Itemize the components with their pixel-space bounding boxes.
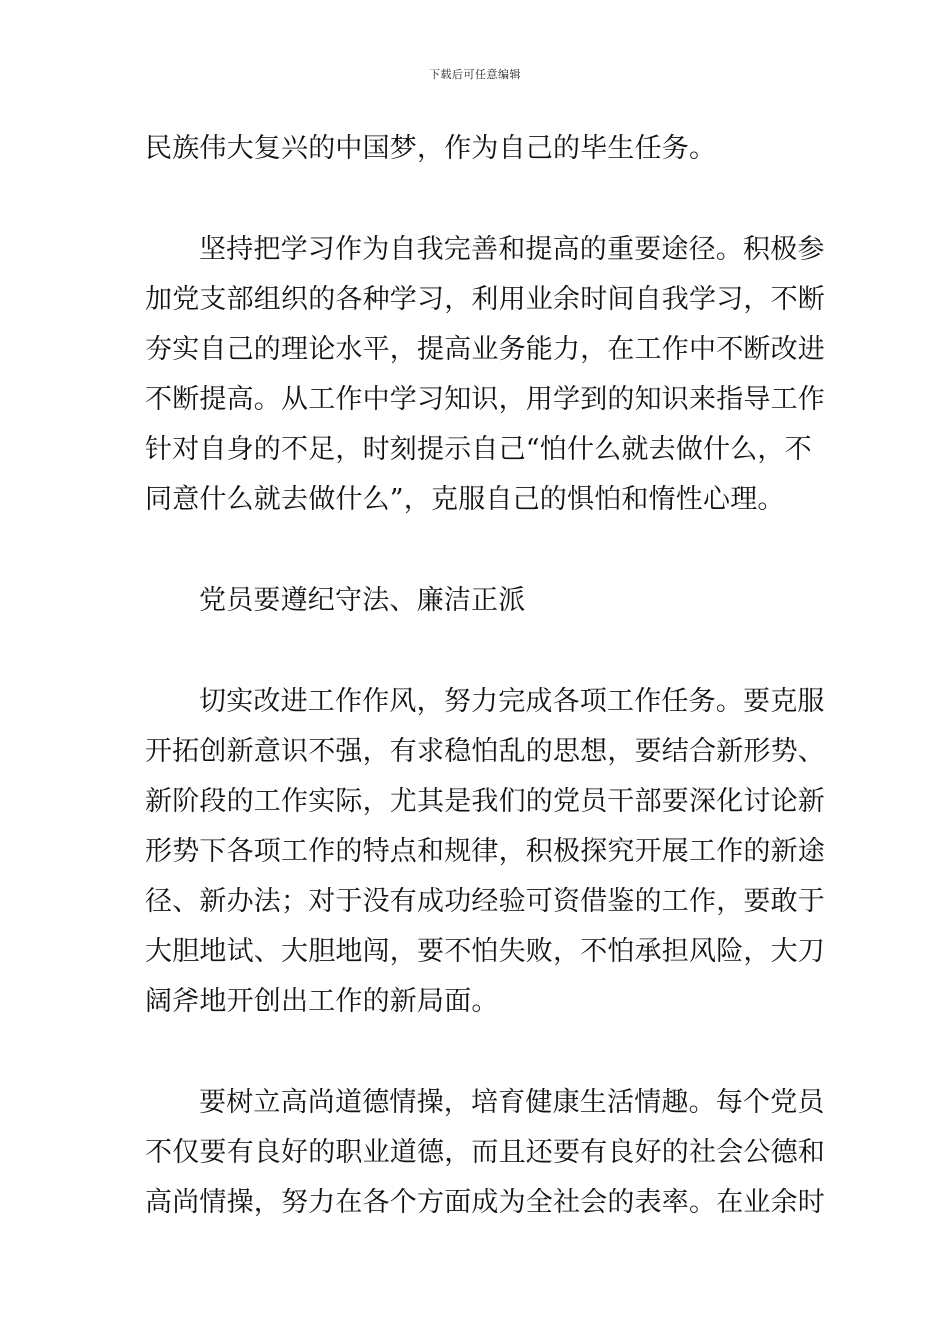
paragraph-work-style <box>145 677 825 1027</box>
paragraph-gap <box>145 1027 807 1078</box>
paragraph-line: 径、新办法；对于没有成功经验可资借鉴的工作，要敢于 <box>145 886 825 917</box>
paragraph-line: 加党支部组织的各种学习，利用业余时间自我学习，不断 <box>145 284 825 315</box>
paragraph-line: 大胆地试、大胆地闯，要不怕失败，不怕承担风险，大刀 <box>145 936 825 967</box>
paragraph-line: 夯实自己的理论水平，提高业务能力，在工作中不断改进 <box>145 334 825 365</box>
paragraph-line: 切实改进工作作风，努力完成各项工作任务。要克服 <box>199 686 825 717</box>
header-note: 下载后可任意编辑 <box>429 68 521 81</box>
paragraph-gap <box>145 626 807 677</box>
paragraph-line: 民族伟大复兴的中国梦，作为自己的毕生任务。 <box>145 133 717 164</box>
paragraph-continuation <box>145 124 807 174</box>
paragraph-line: 高尚情操，努力在各个方面成为全社会的表率。在业余时 <box>145 1187 825 1218</box>
paragraph-line: 要树立高尚道德情操，培育健康生活情趣。每个党员 <box>199 1087 825 1118</box>
paragraph-line: 不断提高。从工作中学习知识，用学到的知识来指导工作 <box>145 384 825 415</box>
paragraph-line: 形势下各项工作的特点和规律，积极探究开展工作的新途 <box>145 836 825 867</box>
paragraph-line: 针对自身的不足，时刻提示自己“怕什么就去做什么，不 <box>145 434 812 465</box>
document-body <box>145 124 825 1228</box>
paragraph-line: 同意什么就去做什么”，克服自己的惧怕和惰性心理。 <box>145 484 785 515</box>
paragraph-line: 开拓创新意识不强，有求稳怕乱的思想，要结合新形势、 <box>145 736 825 767</box>
paragraph-morality <box>145 1078 825 1228</box>
paragraph-gap <box>145 525 807 576</box>
section-heading-text: 党员要遵纪守法、廉洁正派 <box>199 585 526 616</box>
paragraph-line: 新阶段的工作实际，尤其是我们的党员干部要深化讨论新 <box>145 786 825 817</box>
paragraph-line: 阔斧地开创出工作的新局面。 <box>145 986 499 1017</box>
paragraph-study <box>145 225 825 525</box>
paragraph-line: 不仅要有良好的职业道德，而且还要有良好的社会公德和 <box>145 1137 825 1168</box>
paragraph-line: 坚持把学习作为自我完善和提高的重要途径。积极参 <box>199 234 825 265</box>
section-heading <box>145 576 807 626</box>
paragraph-gap <box>145 174 807 225</box>
